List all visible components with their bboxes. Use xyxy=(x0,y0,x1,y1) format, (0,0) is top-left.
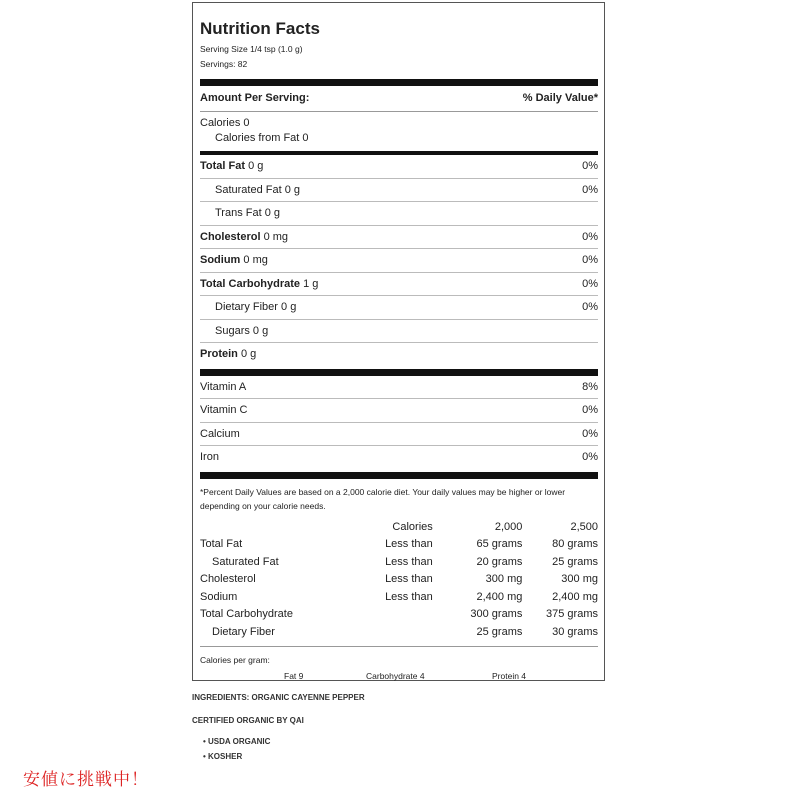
daily-values-table xyxy=(200,519,598,642)
dv-header-cell: 2,500 xyxy=(570,520,598,533)
nutrient-row-total-carbohydrate xyxy=(200,273,598,297)
daily-value-header: % Daily Value* xyxy=(522,92,598,104)
vitamin-name: Vitamin A xyxy=(200,380,247,393)
dv-cell: Less than xyxy=(385,555,433,568)
dv-row xyxy=(200,536,598,554)
dv-header-row xyxy=(200,519,598,537)
bullet-kosher: • KOSHER xyxy=(203,752,243,761)
nutrient-dv: 0% xyxy=(582,183,598,196)
nutrient-name: Sodium xyxy=(200,254,241,267)
thick-divider xyxy=(200,472,598,479)
dv-cell: 375 grams xyxy=(546,608,598,621)
vitamin-row-calcium xyxy=(200,423,598,447)
bullet-usda-organic: • USDA ORGANIC xyxy=(203,737,271,746)
serving-size: Serving Size 1/4 tsp (1.0 g) xyxy=(200,44,303,54)
dv-cell: 65 grams xyxy=(476,538,523,551)
nutrient-name: Total Carbohydrate xyxy=(200,277,301,290)
dv-row xyxy=(200,624,598,642)
nutrient-name: Cholesterol xyxy=(200,230,261,243)
nutrient-dv: 0% xyxy=(582,160,598,173)
dv-header-cell: Calories xyxy=(392,520,433,533)
nutrient-name: Trans Fat 0 g xyxy=(215,207,281,220)
daily-value-footnote: *Percent Daily Values are based on a 2,000 calorie diet. Your daily values may be higher or lower depending on your calorie needs. xyxy=(200,486,566,511)
nutrient-dv: 0% xyxy=(582,230,598,243)
dv-cell: 2,400 mg xyxy=(552,590,598,603)
nutrient-row-protein xyxy=(200,343,598,366)
nutrient-dv: 0% xyxy=(582,277,598,290)
calories-block xyxy=(200,112,598,151)
dv-cell: 80 grams xyxy=(552,538,598,551)
dv-cell: Dietary Fiber xyxy=(212,626,275,639)
vitamin-dv: 0% xyxy=(582,451,598,464)
nutrient-amount: 1 g xyxy=(303,277,319,290)
nutrient-row-cholesterol xyxy=(200,226,598,250)
dv-row xyxy=(200,554,598,572)
dv-header-cell xyxy=(200,519,371,537)
dv-cell xyxy=(371,624,443,642)
dv-cell: 25 grams xyxy=(552,555,598,568)
nutrient-name: Saturated Fat 0 g xyxy=(215,183,300,196)
amount-per-serving-row xyxy=(200,86,598,111)
dv-cell: Sodium xyxy=(200,590,238,603)
dv-cell: 300 mg xyxy=(561,573,598,586)
dv-cell xyxy=(371,606,443,624)
vitamin-dv: 0% xyxy=(582,427,598,440)
vitamin-dv: 0% xyxy=(582,404,598,417)
label-title: Nutrition Facts xyxy=(200,19,320,38)
dv-header-cell: 2,000 xyxy=(494,520,523,533)
vitamin-name: Vitamin C xyxy=(200,404,248,417)
nutrient-row-sugars xyxy=(200,320,598,344)
calories-from-fat: Calories from Fat 0 xyxy=(215,132,309,144)
dv-cell: Total Fat xyxy=(200,538,243,551)
dv-cell: Less than xyxy=(385,538,433,551)
ingredients-text: INGREDIENTS: ORGANIC CAYENNE PEPPER xyxy=(192,693,365,702)
calories-value: Calories 0 xyxy=(200,117,250,129)
nutrient-amount: 0 mg xyxy=(263,230,289,243)
dv-cell: 2,400 mg xyxy=(476,590,523,603)
calories-per-gram-row xyxy=(200,671,598,681)
vitamin-row-a xyxy=(200,376,598,400)
nutrient-row-sodium xyxy=(200,249,598,273)
dv-cell: 300 grams xyxy=(470,608,523,621)
amount-per-serving-label: Amount Per Serving: xyxy=(200,92,310,104)
cpg-protein: Protein 4 xyxy=(492,670,527,681)
nutrient-row-dietary-fiber xyxy=(200,296,598,320)
dv-cell: 25 grams xyxy=(476,626,523,639)
vitamin-row-c xyxy=(200,399,598,423)
dv-cell: Cholesterol xyxy=(200,573,256,586)
vitamin-name: Iron xyxy=(200,451,219,464)
nutrient-dv: 0% xyxy=(582,254,598,267)
nutrient-name: Sugars 0 g xyxy=(215,324,269,337)
thick-divider xyxy=(200,369,598,376)
nutrition-facts-label xyxy=(192,2,605,681)
dv-cell: Saturated Fat xyxy=(212,555,279,568)
dv-cell: 300 mg xyxy=(485,573,523,586)
vitamin-name: Calcium xyxy=(200,427,240,440)
nutrient-name: Protein xyxy=(200,348,238,361)
nutrient-row-trans-fat xyxy=(200,202,598,226)
daily-values-table-wrap xyxy=(200,519,598,647)
cpg-fat-text: Fat 9 xyxy=(284,670,304,681)
dv-row xyxy=(200,606,598,624)
nutrient-name: Dietary Fiber 0 g xyxy=(215,301,297,314)
nutrient-row-total-fat xyxy=(200,155,598,179)
nutrient-row-saturated-fat xyxy=(200,179,598,203)
vitamin-row-iron xyxy=(200,446,598,469)
dv-cell: Less than xyxy=(385,590,433,603)
dv-row xyxy=(200,571,598,589)
nutrient-name: Total Fat xyxy=(200,160,246,173)
promo-text: 安値に挑戦中！ xyxy=(23,770,149,789)
dv-cell: Total Carbohydrate xyxy=(200,608,293,621)
cpg-fat xyxy=(200,671,366,681)
dv-cell: Less than xyxy=(385,573,433,586)
servings-count: Servings: 82 xyxy=(200,59,248,69)
thick-divider xyxy=(200,79,598,86)
cpg-carb: Carbohydrate 4 xyxy=(366,670,425,681)
certified-text: CERTIFIED ORGANIC BY QAI xyxy=(192,716,304,725)
calories-per-gram-label: Calories per gram: xyxy=(200,654,270,665)
nutrient-amount: 0 g xyxy=(248,160,264,173)
nutrient-dv: 0% xyxy=(582,301,598,314)
dv-row xyxy=(200,589,598,607)
dv-cell: 20 grams xyxy=(476,555,523,568)
dv-cell: 30 grams xyxy=(552,626,598,639)
nutrient-amount: 0 g xyxy=(240,348,257,361)
nutrient-amount: 0 mg xyxy=(243,254,268,267)
vitamin-dv: 8% xyxy=(582,380,598,393)
